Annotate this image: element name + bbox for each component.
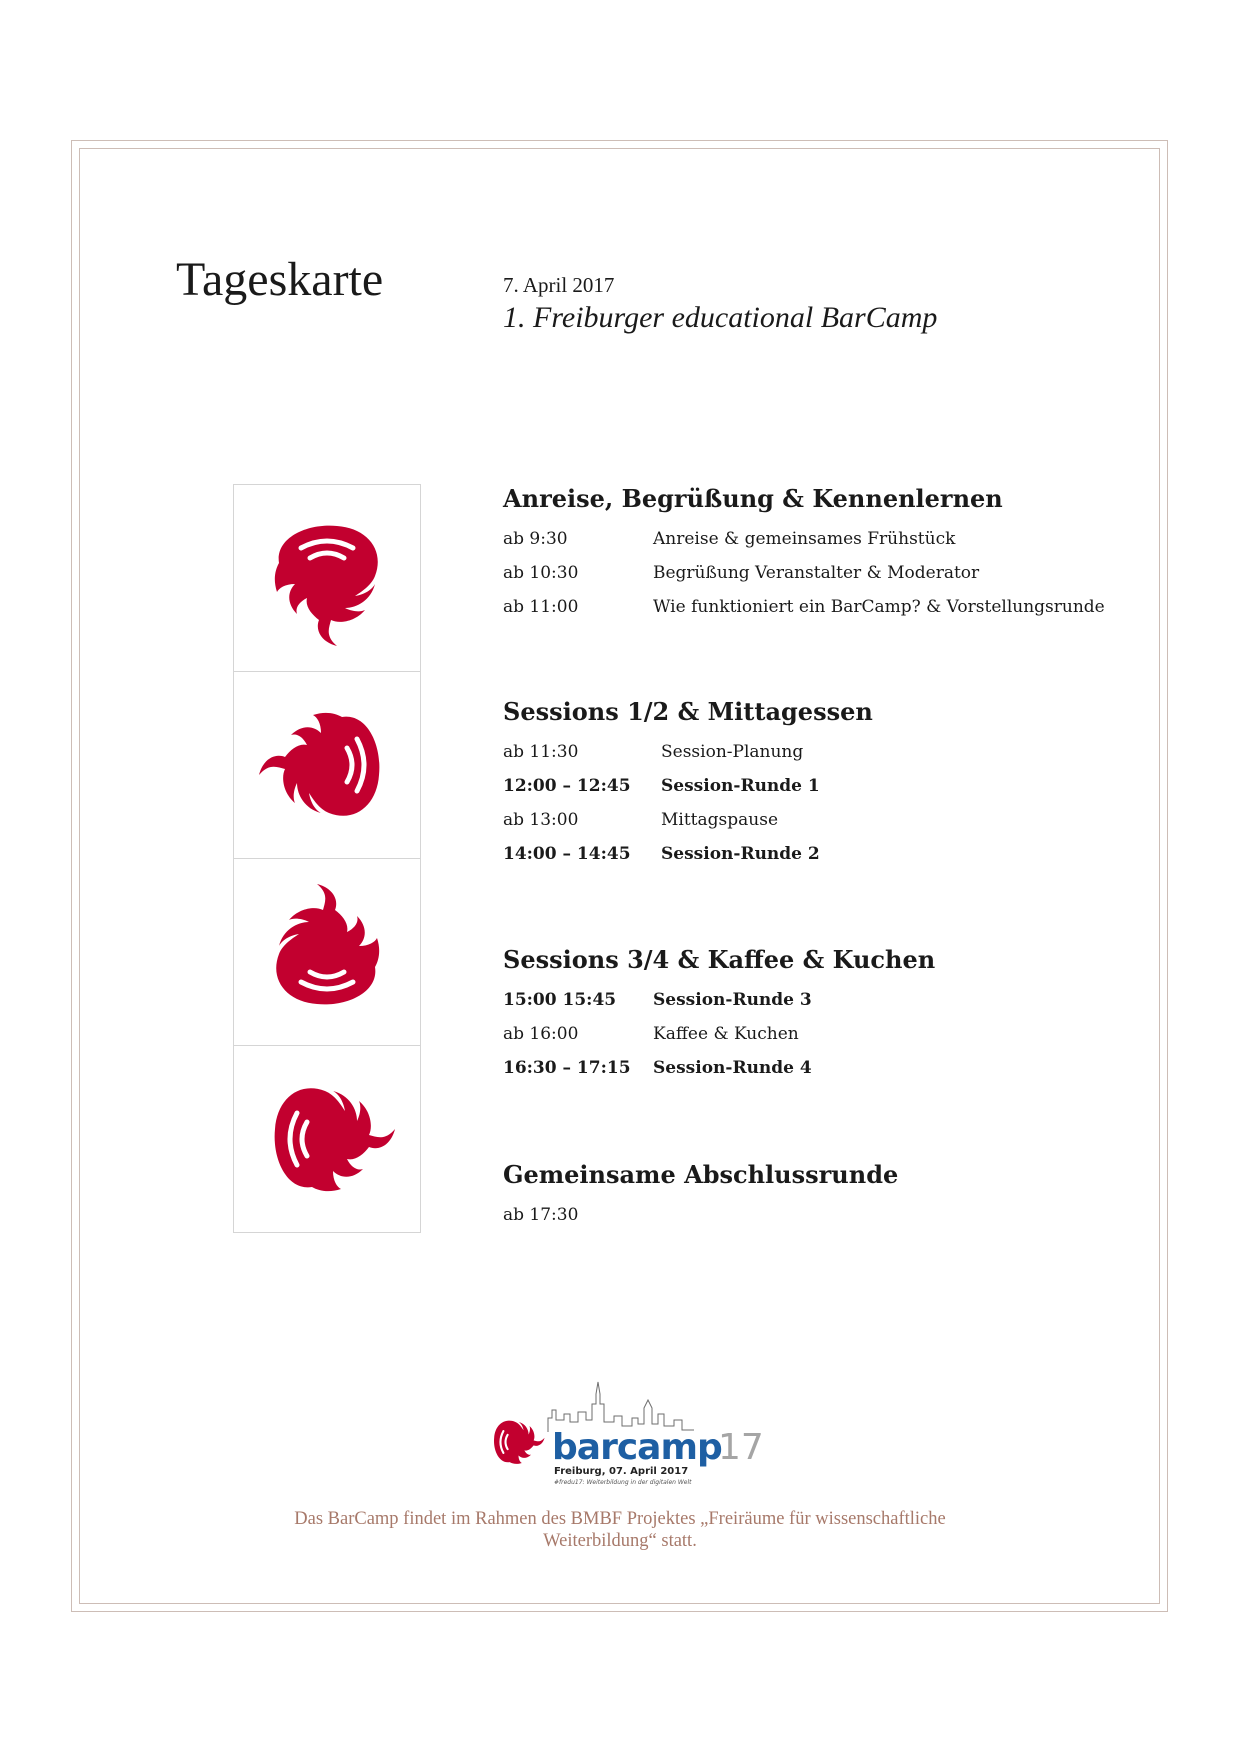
row-label: Session-Runde 2	[661, 844, 820, 864]
barcamp-logo	[486, 1380, 764, 1490]
icon-cell-1	[233, 484, 421, 672]
section-heading: Sessions 3/4 & Kaffee & Kuchen	[503, 945, 936, 974]
footer-line-2: Weiterbildung“ statt.	[543, 1531, 697, 1551]
schedule-row	[503, 735, 1123, 769]
event-date: 7. April 2017	[503, 273, 615, 297]
schedule-row	[503, 983, 1123, 1017]
logo-wordmark: barcamp	[552, 1427, 722, 1468]
footer-note	[240, 1508, 1000, 1552]
row-label: Session-Runde 3	[653, 990, 812, 1010]
row-label: Kaffee & Kuchen	[653, 1024, 799, 1044]
flame-rotated-180-icon	[252, 877, 402, 1027]
flame-icon-column	[233, 484, 421, 1233]
row-label: Session-Runde 4	[653, 1058, 812, 1078]
flame-rotated-0-icon	[252, 503, 402, 653]
section-heading: Gemeinsame Abschlussrunde	[503, 1160, 899, 1189]
icon-cell-2	[233, 671, 421, 859]
schedule-row	[503, 1017, 1123, 1051]
schedule-row	[503, 556, 1123, 590]
logo-tagline: #fredu17: Weiterbildung in der digitalen Welt	[554, 1479, 692, 1486]
row-time: ab 9:30	[503, 529, 568, 549]
row-time: ab 13:00	[503, 810, 579, 830]
row-time: 15:00 15:45	[503, 990, 617, 1010]
row-label: Session-Planung	[661, 742, 804, 762]
row-label: Anreise & gemeinsames Frühstück	[653, 529, 956, 549]
schedule-row	[503, 803, 1123, 837]
icon-cell-3	[233, 858, 421, 1046]
row-time: 14:00 – 14:45	[503, 844, 631, 864]
row-time: ab 11:30	[503, 742, 579, 762]
footer-line-1: Das BarCamp findet im Rahmen des BMBF Projektes „Freiräume für wissenschaftliche	[294, 1509, 946, 1529]
row-label: Session-Runde 1	[661, 776, 820, 796]
row-label: Mittagspause	[661, 810, 778, 830]
schedule-section-sessions-1-2	[503, 695, 1123, 871]
schedule-row	[503, 590, 1123, 624]
schedule-row	[503, 837, 1123, 871]
page-title: Tageskarte	[176, 253, 384, 306]
schedule-row	[503, 1051, 1123, 1085]
row-time: 16:30 – 17:15	[503, 1058, 631, 1078]
logo-number: 17	[718, 1427, 764, 1468]
event-name: 1. Freiburger educational BarCamp	[503, 301, 938, 334]
schedule-section-sessions-3-4	[503, 943, 1123, 1085]
schedule-row	[503, 522, 1123, 556]
row-time: ab 16:00	[503, 1024, 579, 1044]
row-label: Wie funktioniert ein BarCamp? & Vorstellungsrunde	[653, 597, 1105, 617]
row-time: 12:00 – 12:45	[503, 776, 631, 796]
logo-date-line: Freiburg, 07. April 2017	[554, 1466, 689, 1477]
schedule-section-arrival	[503, 482, 1123, 624]
row-label: Begrüßung Veranstalter & Moderator	[653, 563, 980, 583]
schedule-row	[503, 769, 1123, 803]
row-time: ab 11:00	[503, 597, 579, 617]
section-heading: Sessions 1/2 & Mittagessen	[503, 697, 873, 726]
row-time: ab 17:30	[503, 1205, 579, 1225]
row-time: ab 10:30	[503, 563, 579, 583]
section-heading: Anreise, Begrüßung & Kennenlernen	[503, 484, 1003, 513]
schedule-section-closing	[503, 1158, 1123, 1232]
flame-rotated-270-icon	[252, 1064, 402, 1214]
icon-cell-4	[233, 1045, 421, 1233]
flame-rotated-90-icon	[252, 690, 402, 840]
schedule-row	[503, 1198, 1123, 1232]
